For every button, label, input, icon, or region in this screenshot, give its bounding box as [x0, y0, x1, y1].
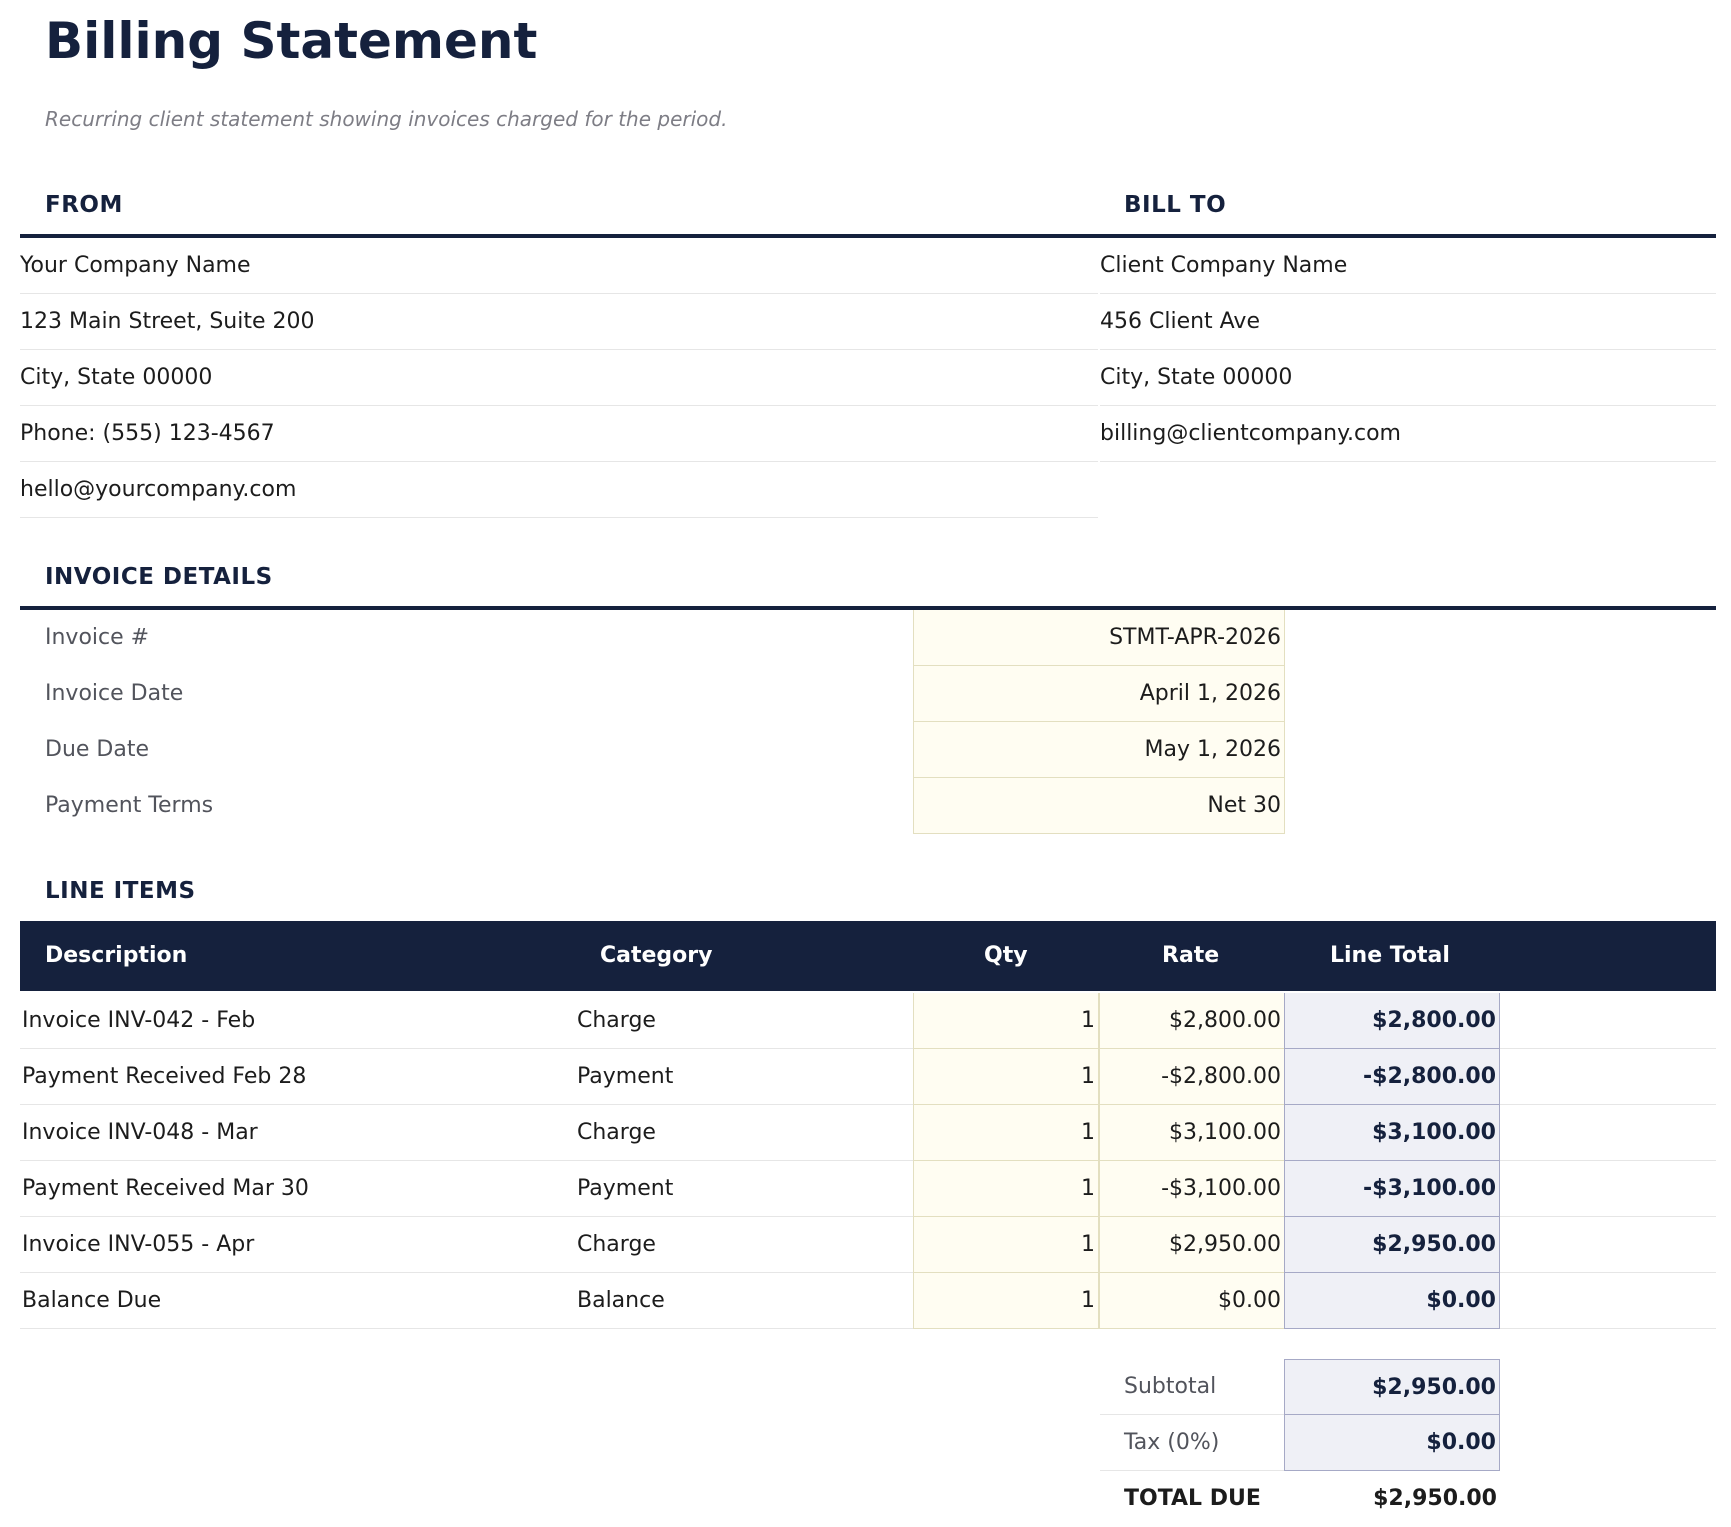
- invoice-details-rule: [20, 606, 1716, 610]
- due-date-value[interactable]: May 1, 2026: [913, 722, 1285, 778]
- tax-label: Tax (0%): [1124, 1430, 1220, 1455]
- total-due-label: TOTAL DUE: [1124, 1486, 1261, 1511]
- invoice-date-label: Invoice Date: [45, 681, 184, 706]
- column-header-qty: Qty: [984, 943, 1028, 968]
- row-rate[interactable]: $2,800.00: [1099, 993, 1285, 1049]
- column-header-category: Category: [600, 943, 713, 968]
- from-line: City, State 00000: [20, 350, 1098, 406]
- row-category: Payment: [577, 1064, 674, 1089]
- bill-to-line: City, State 00000: [1100, 350, 1716, 406]
- row-line-total: -$3,100.00: [1284, 1161, 1500, 1217]
- from-email: hello@yourcompany.com: [20, 462, 1098, 518]
- bill-to-email: billing@clientcompany.com: [1100, 406, 1716, 462]
- row-rate[interactable]: $0.00: [1099, 1273, 1285, 1329]
- row-category: Charge: [577, 1120, 656, 1145]
- from-line: 123 Main Street, Suite 200: [20, 294, 1098, 350]
- invoice-number-label: Invoice #: [45, 625, 150, 650]
- row-category: Balance: [577, 1288, 665, 1313]
- row-description: Invoice INV-055 - Apr: [22, 1232, 255, 1257]
- invoice-details-heading: INVOICE DETAILS: [45, 564, 273, 590]
- row-line-total: $0.00: [1284, 1273, 1500, 1329]
- column-header-line-total: Line Total: [1330, 943, 1450, 968]
- payment-terms-label: Payment Terms: [45, 793, 214, 818]
- row-line-total: $2,950.00: [1284, 1217, 1500, 1273]
- row-rate[interactable]: $3,100.00: [1099, 1105, 1285, 1161]
- invoice-number-value[interactable]: STMT-APR-2026: [913, 610, 1285, 666]
- from-heading: FROM: [45, 192, 123, 218]
- row-rate[interactable]: -$3,100.00: [1099, 1161, 1285, 1217]
- bill-to-heading: BILL TO: [1124, 192, 1227, 218]
- row-qty[interactable]: 1: [913, 1273, 1099, 1329]
- bill-to-line: Client Company Name: [1100, 238, 1716, 294]
- row-qty[interactable]: 1: [913, 1217, 1099, 1273]
- bill-to-line: 456 Client Ave: [1100, 294, 1716, 350]
- subtotal-label: Subtotal: [1124, 1374, 1217, 1399]
- row-category: Charge: [577, 1008, 656, 1033]
- total-due-value: $2,950.00: [1373, 1486, 1497, 1511]
- row-category: Charge: [577, 1232, 656, 1257]
- row-description: Balance Due: [22, 1288, 162, 1313]
- due-date-label: Due Date: [45, 737, 149, 762]
- row-category: Payment: [577, 1176, 674, 1201]
- page-title: Billing Statement: [45, 12, 538, 70]
- row-qty[interactable]: 1: [913, 1105, 1099, 1161]
- column-header-description: Description: [45, 943, 188, 968]
- payment-terms-value[interactable]: Net 30: [913, 778, 1285, 834]
- from-line: Your Company Name: [20, 238, 1098, 294]
- row-rate[interactable]: $2,950.00: [1099, 1217, 1285, 1273]
- row-description: Invoice INV-042 - Feb: [22, 1008, 256, 1033]
- line-items-header-bar: [20, 921, 1716, 991]
- row-qty[interactable]: 1: [913, 1161, 1099, 1217]
- row-line-total: -$2,800.00: [1284, 1049, 1500, 1105]
- row-line-total: $3,100.00: [1284, 1105, 1500, 1161]
- page-subtitle: Recurring client statement showing invoices charged for the period.: [45, 107, 728, 131]
- tax-value: $0.00: [1284, 1415, 1500, 1471]
- invoice-date-value[interactable]: April 1, 2026: [913, 666, 1285, 722]
- from-line: Phone: (555) 123-4567: [20, 406, 1098, 462]
- row-qty[interactable]: 1: [913, 993, 1099, 1049]
- line-items-heading: LINE ITEMS: [45, 878, 196, 904]
- row-rate[interactable]: -$2,800.00: [1099, 1049, 1285, 1105]
- row-line-total: $2,800.00: [1284, 993, 1500, 1049]
- row-description: Payment Received Mar 30: [22, 1176, 309, 1201]
- row-description: Payment Received Feb 28: [22, 1064, 307, 1089]
- row-qty[interactable]: 1: [913, 1049, 1099, 1105]
- column-header-rate: Rate: [1162, 943, 1220, 968]
- subtotal-value: $2,950.00: [1284, 1359, 1500, 1415]
- row-description: Invoice INV-048 - Mar: [22, 1120, 258, 1145]
